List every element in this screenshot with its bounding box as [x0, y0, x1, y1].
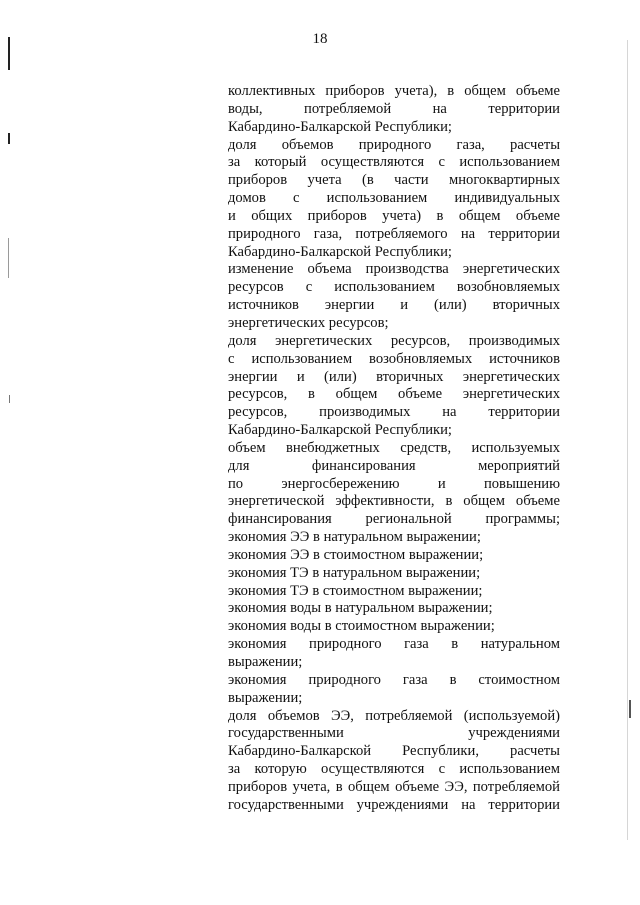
body-text-line: государственными учреждениями на территории [228, 796, 560, 813]
body-text-line: доля энергетических ресурсов, производимых [228, 332, 560, 349]
body-text-line: приборов учета (в части многоквартирных [228, 172, 560, 189]
body-text-line: объем внебюджетных средств, используемых [228, 439, 560, 456]
body-text-line: экономия ТЭ в натуральном выражении; [228, 564, 481, 581]
body-text-line: экономия ТЭ в стоимостном выражении; [228, 582, 483, 599]
scan-edge-mark [629, 700, 631, 718]
body-text-line: для финансирования мероприятий [228, 457, 560, 474]
body-text-line: Кабардино-Балкарской Республики; [228, 422, 452, 439]
body-text-line: источников энергии и (или) вторичных [228, 297, 560, 314]
body-text-line: Кабардино-Балкарской Республики; [228, 118, 452, 135]
body-text-line: энергетических ресурсов; [228, 314, 389, 331]
body-text-line: экономия ЭЭ в стоимостном выражении; [228, 546, 484, 563]
scan-edge-mark [9, 395, 10, 403]
body-text-line: ресурсов с использованием возобновляемых [228, 279, 560, 296]
body-text-line: за которую осуществляются с использованием [228, 761, 560, 778]
body-text-line: изменение объема производства энергетических [228, 261, 560, 278]
body-text-line: финансирования региональной программы; [228, 511, 560, 528]
body-text-line: экономия ЭЭ в натуральном выражении; [228, 529, 481, 546]
body-text-line: по энергосбережению и повышению [228, 475, 560, 492]
body-text-line: доля объемов природного газа, расчеты [228, 136, 560, 153]
body-text-line: ресурсов, в общем объеме энергетических [228, 386, 560, 403]
body-text-line: коллективных приборов учета), в общем объеме [228, 83, 560, 99]
body-text-line: Кабардино-Балкарской Республики; [228, 243, 452, 260]
body-text-line: ресурсов, производимых на территории [228, 404, 560, 421]
body-text-line: экономия природного газа в стоимостном [228, 671, 560, 688]
scan-edge-mark [8, 238, 9, 278]
scan-edge-mark [8, 133, 10, 144]
body-text-line: воды, потребляемой на территории [228, 100, 560, 117]
body-text-line: и общих приборов учета) в общем объеме [228, 207, 560, 224]
body-text-line: экономия воды в натуральном выражении; [228, 600, 493, 617]
body-text-line: доля объемов ЭЭ, потребляемой (используемой) [228, 707, 560, 724]
body-text-line: выражении; [228, 689, 303, 706]
document-body [228, 83, 560, 815]
body-text-line: экономия воды в стоимостном выражении; [228, 618, 495, 635]
body-text-line: экономия природного газа в натуральном [228, 636, 560, 653]
body-text-line: Кабардино-Балкарской Республики, расчеты [228, 743, 560, 760]
body-text-line: природного газа, потребляемого на территории [228, 225, 560, 242]
body-text-line: государственными учреждениями [228, 725, 560, 742]
body-text-line: энергетической эффективности, в общем объеме [228, 493, 560, 510]
body-text-line: приборов учета, в общем объеме ЭЭ, потребляемой [228, 778, 560, 795]
page-number: 18 [312, 31, 328, 47]
body-text-line: энергии и (или) вторичных энергетических [228, 368, 560, 385]
scan-edge-mark [627, 40, 628, 840]
body-text-line: домов с использованием индивидуальных [228, 190, 560, 207]
body-text-line: за который осуществляются с использованием [228, 154, 560, 171]
body-text-line: выражении; [228, 654, 303, 670]
scan-edge-mark [8, 37, 10, 70]
body-text-line: с использованием возобновляемых источников [228, 350, 560, 367]
